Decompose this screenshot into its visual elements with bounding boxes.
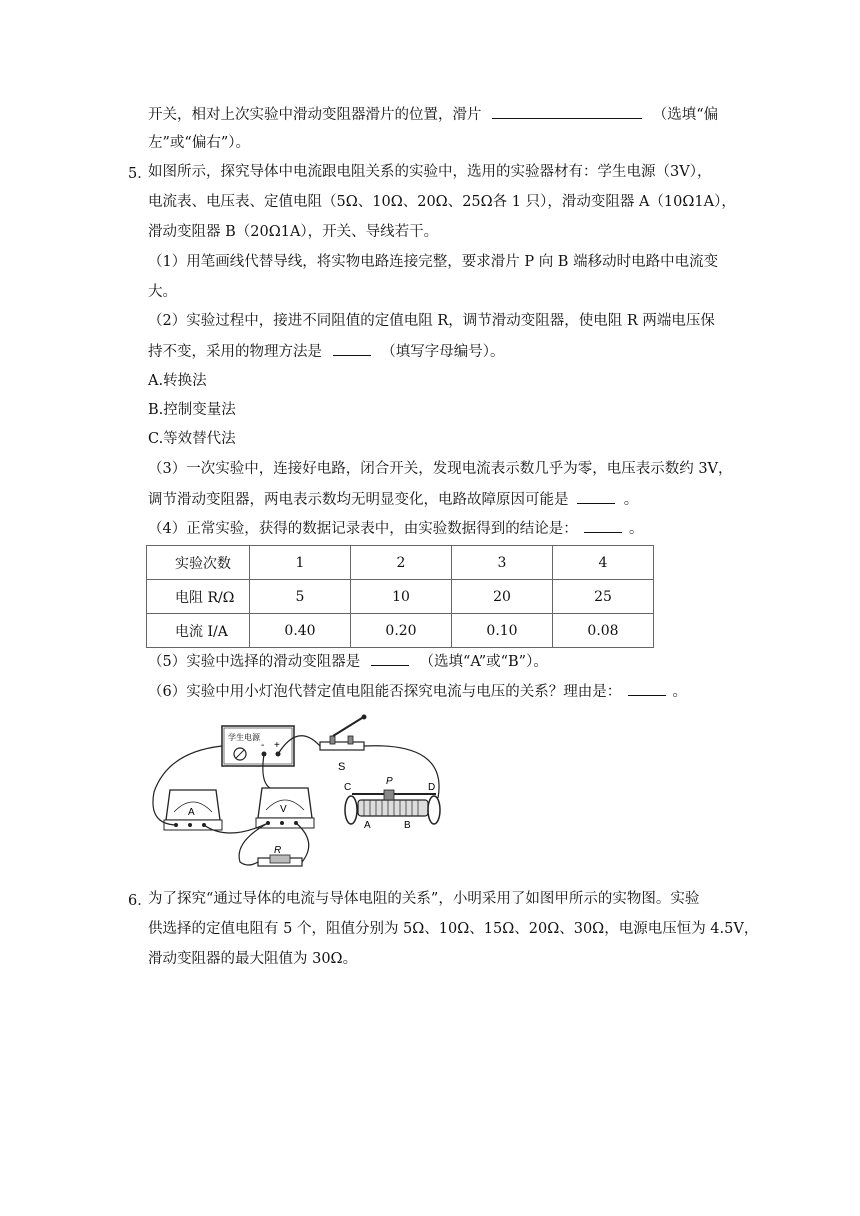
table-cell: 0.20 [351,614,452,648]
sub-question-3-cont [148,489,638,510]
table-cell: 25 [553,580,654,614]
table-cell: 5 [250,580,351,614]
text-line: 左”或“偏右”）。 [148,135,250,151]
power-label: 学生电源 [228,733,260,742]
table-cell: 0.08 [553,614,654,648]
question-text: 滑动变阻器的最大阻值为 30Ω。 [148,951,358,967]
question-text: 滑动变阻器 B（20Ω1A），开关、导线若干。 [148,224,439,240]
switch-label: S [338,761,346,773]
voltmeter-label: V [280,804,287,815]
circuit-figure [148,712,448,872]
rheostat-a-label: A [364,820,371,831]
rheostat-d-label: D [428,782,436,793]
text-segment: （选填“A”或“B”）。 [419,654,548,670]
answer-blank[interactable] [333,341,371,356]
table-cell: 0.40 [250,614,351,648]
sub-question-1-cont: 大。 [148,284,177,300]
data-table [146,545,654,648]
rheostat-c-label: C [344,782,352,793]
table-cell: 3 [452,546,553,580]
table-cell: 0.10 [452,614,553,648]
plus-label: + [274,740,280,751]
ammeter-label: A [188,807,195,818]
voltmeter [256,788,314,828]
text-segment: （4）正常实验，获得的数据记录表中，由实验数据得到的结论是： [148,521,578,537]
table-row [147,614,654,648]
text-segment: （填写字母编号）。 [381,344,505,360]
sub-question-6 [148,681,687,702]
text-segment: （5）实验中选择的滑动变阻器是 [148,654,361,670]
question-text: 供选择的定值电阻有 5 个，阻值分别为 5Ω、10Ω、15Ω、20Ω、30Ω，电源电压恒为 4.5V， [148,921,759,937]
table-cell: 20 [452,580,553,614]
option-b: B.控制变量法 [148,402,236,418]
question-text: 为了探究“通过导体的电流与导体电阻的关系”，小明采用了如图甲所示的实物图。实验 [148,891,700,907]
text-segment: （6）实验中用小灯泡代替定值电阻能否探究电流与电压的关系？理由是： [148,684,622,700]
text-segment: 。 [672,684,687,700]
table-cell: 10 [351,580,452,614]
option-c: C.等效替代法 [148,431,236,447]
ammeter [164,790,222,830]
resistor-label: R [274,845,282,856]
sub-question-2: （2）实验过程中，接进不同阻值的定值电阻 R，调节滑动变阻器，使电阻 R 两端电压保 [148,313,715,329]
table-cell: 1 [250,546,351,580]
table-cell: 4 [553,546,654,580]
minus-label: - [261,740,265,751]
sub-question-5 [148,651,548,672]
table-row [147,580,654,614]
rheostat-p-label: P [386,776,393,787]
text-line [148,104,718,125]
table-cell: 2 [351,546,452,580]
text-segment: 调节滑动变阻器，两电表示数均无明显变化，电路故障原因可能是 [148,492,569,508]
text-segment: 。 [623,492,639,508]
text-segment: 开关，相对上次实验中滑动变阻器滑片的位置，滑片 [148,107,482,123]
table-header-cell: 实验次数 [147,546,250,580]
rheostat [344,776,440,831]
text-segment: （选填“偏 [652,107,719,123]
question-text: 电流表、电压表、定值电阻（5Ω、10Ω、20Ω、25Ω各 1 只），滑动变阻器 A（10Ω1A）， [148,194,736,210]
sub-question-4 [148,518,643,539]
answer-blank[interactable] [577,489,615,504]
text-segment: 。 [628,521,644,537]
rheostat-b-label: B [404,820,411,831]
option-a: A.转换法 [148,373,207,389]
question-text: 如图所示，探究导体中电流跟电阻关系的实验中，选用的实验器材有：学生电源（3V）， [148,164,712,180]
answer-blank[interactable] [492,104,642,119]
question-number: 6． [128,893,152,909]
answer-blank[interactable] [628,681,666,696]
sub-question-2-cont [148,341,504,362]
text-segment: 持不变，采用的物理方法是 [148,344,322,360]
sub-question-1: （1）用笔画线代替导线，将实物电路连接完整，要求滑片 P 向 B 端移动时电路中电流变 [148,254,719,270]
switch [320,715,367,774]
answer-blank[interactable] [371,651,409,666]
sub-question-3: （3）一次实验中，连接好电路，闭合开关，发现电流表示数几乎为零，电压表示数约 3V， [148,461,733,477]
table-header-cell: 电流 I/A [147,614,250,648]
answer-blank[interactable] [584,518,622,533]
question-number: 5． [128,166,152,182]
fixed-resistor [258,845,302,866]
table-row [147,546,654,580]
table-header-cell: 电阻 R/Ω [147,580,250,614]
